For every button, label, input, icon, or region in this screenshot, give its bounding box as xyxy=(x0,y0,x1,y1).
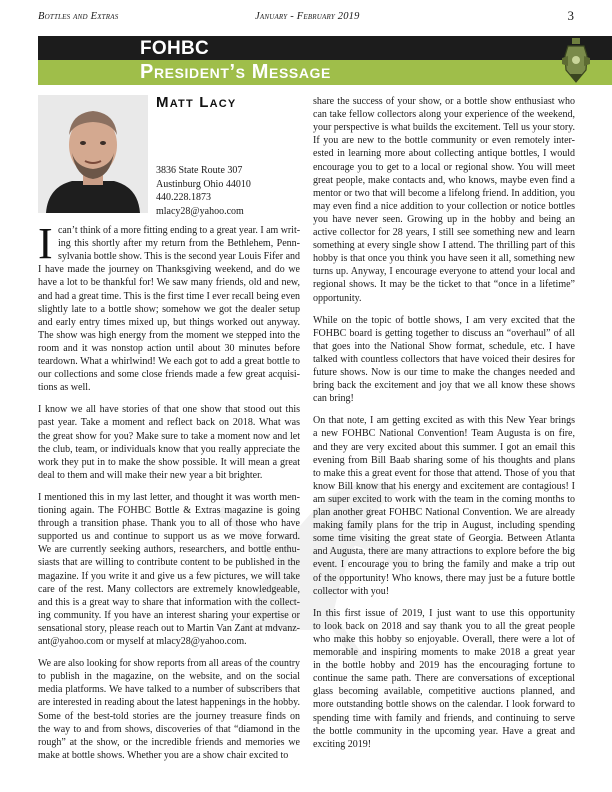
article-line: collector with you! xyxy=(313,585,390,597)
article-line: know Bill know that his energy and excitement are contagious! I xyxy=(313,480,575,492)
article-line: If you are new to the bottle community or even remotely inter- xyxy=(313,135,575,147)
article-line: more outstanding bottle shows on the calendar. I look forward to xyxy=(313,699,575,711)
author-photo xyxy=(38,95,148,213)
article-line: supported us and continue to support us as we move forward. xyxy=(38,531,300,543)
address-line: 3836 State Route 307 xyxy=(156,165,243,176)
article-line: may even find a nice addition to your collection or notice bottles xyxy=(313,200,575,212)
article-line: to make this a great event for those that attend. Those of you that xyxy=(313,467,575,479)
article-line: The show was high energy from the moment we stepped into the xyxy=(38,329,300,341)
article-line: our collections and some close friends made a few great acquisi- xyxy=(38,369,300,381)
article-line: have a lot to be thankful for! We saw many friends, old and new, xyxy=(38,277,300,289)
article-line: evening from Bill Baab sharing some of his thoughts and plans xyxy=(313,454,575,466)
drop-cap: I xyxy=(38,219,53,268)
article-line: are interested in reading about the latest happenings in the hobby. xyxy=(38,697,300,709)
banner-org: FOHBC xyxy=(140,38,210,59)
phone-number: 440.228.1873 xyxy=(156,192,211,203)
author-address xyxy=(156,164,251,218)
article-line: in the bottle hobby and 2019 has the encouraging fortune to xyxy=(313,660,575,672)
article-line: make at bottle shows. Whether you are a show chair excited to xyxy=(38,749,289,761)
article-line: We are also looking for show reports from all areas of the country xyxy=(38,658,300,670)
article-line: glass becoming available, competitive auctions planned, and xyxy=(313,686,575,698)
article-line: I mentioned this in my last letter, and thought it was worth men- xyxy=(38,491,300,503)
article-line: turns up. Anyway, I encourage everyone to attend your local and xyxy=(313,266,575,278)
email-link[interactable]: mlacy28@yahoo.com xyxy=(156,205,244,217)
article-line: can take fellow collectors along your experience of the weekend, xyxy=(313,109,575,121)
article-line: teardown. What a whirlwind! We each got to add a great bottle to xyxy=(38,356,300,367)
article-line: some time visiting the great state of Georgia. Between Atlanta xyxy=(313,533,575,545)
issue-date: January - February 2019 xyxy=(255,11,360,22)
banner-title-bar xyxy=(38,60,612,85)
article-line: sylvania bottle show. This is the second year Louis Fifer and xyxy=(58,251,300,263)
article-line: In this first issue of 2019, I just want to use this opportunity xyxy=(313,607,575,619)
article-line: the bottle community in the upcoming year. Have a great and xyxy=(313,725,575,737)
running-header xyxy=(38,8,574,26)
article-line: siasts that are willing to contribute content to be published in the xyxy=(38,557,300,569)
article-line: and had a great time. This is the first time I ever recall being even xyxy=(38,290,300,302)
page-number: 3 xyxy=(567,8,574,23)
article-line: of the opportunity! Who knows, there may just be a future bottle xyxy=(313,572,575,584)
author-name: Matt Lacy xyxy=(156,94,237,111)
address-line: Austinburg Ohio 44010 xyxy=(156,178,251,190)
article-line: While on the topic of bottle shows, I am very excited that the xyxy=(313,314,575,326)
article-line: media platforms. We have talked to a number of subscribers that xyxy=(38,684,300,696)
article-line: opportunity. xyxy=(313,292,362,304)
article-line: and Augusta, there are many attractions to explore before the big xyxy=(313,546,575,558)
article-line: can’t think of a more fitting ending to a great year. I am writ- xyxy=(58,225,300,236)
article-line: future shows. Now is our time to make the changes needed and xyxy=(313,367,575,378)
article-line: active collector for 28 years, I still see something new and learn xyxy=(313,227,575,238)
article-line: I have made the journey on Thanksgiving weekend, and do we xyxy=(38,264,300,276)
article-line: mentor or two that will become a lifelong friend. In addition, you xyxy=(313,187,575,199)
article-line: We are currently seeking authors, researchers, and bottle enthu- xyxy=(38,544,300,556)
article-line: rough” at the show, or the incredible friends and memories we xyxy=(38,736,300,748)
article-line: can bring! xyxy=(313,393,354,405)
article-line: I know we all have stories of that one show that stood out this xyxy=(38,404,300,416)
article-line: great people, make contacts and, who knows, maybe even find a xyxy=(313,174,575,186)
page-title: President’s Message xyxy=(140,61,331,83)
article-line: encourage you to get to a local or regional show. You will meet xyxy=(313,161,575,173)
article-line: talked with countless collectors that have voiced their desires for xyxy=(313,353,575,365)
article-line: continue the same path. There are conversations of exceptional xyxy=(313,673,575,685)
article-line: ant@yahoo.com or myself at mlacy28@yahoo.com. xyxy=(38,636,247,647)
article-line: tions as well. xyxy=(38,382,91,394)
article-line: hobby is that once you think you have seen it all, something new xyxy=(313,253,575,265)
article-line: a new FOHBC National Convention! Team Augusta is on fire, xyxy=(313,428,575,440)
article-line: and this is a great way to share that information with the collect- xyxy=(38,596,300,608)
publication-title: Bottles and Extras xyxy=(38,11,119,22)
article-line: and early entry times mixed up, but things worked out anyway. xyxy=(38,316,300,328)
article-line: ested in learning more about collecting antique bottles, I would xyxy=(313,148,575,160)
article-line: Some of the best-told stories are the journey treasure finds on xyxy=(38,710,300,722)
article-line: spending time with family and friends, and continuing to serve xyxy=(313,712,575,724)
fohbc-logo-icon xyxy=(554,36,598,86)
article-line: On that note, I am getting excited as with this New Year brings xyxy=(313,415,575,427)
article-line: slightly late to a bottle show; somehow we got the dealer setup xyxy=(38,303,300,315)
article-line: through a transition phase. Thank you to all of those who have xyxy=(38,518,300,530)
article-line: event. I encourage you to bring the family and make a trip out xyxy=(313,559,575,571)
article-line: magazine. If you write it and give us a few pictures, we will take xyxy=(38,570,300,582)
article-line: who make this hobby so enjoyable. Overall, there were a lot of xyxy=(313,633,575,645)
article-line: you have never seen. Growing up in the hobby and being an xyxy=(313,213,575,225)
article-line: work they put in to make the show possible. It will mean a great xyxy=(38,456,300,468)
article-line: making family plans for the trip in August, including spending xyxy=(313,520,575,532)
article-line: sensational story, please reach out to Martin Van Zant at mdvanz- xyxy=(38,622,300,634)
article-line: regional shows. It may be the ticket to that “once in a lifetime” xyxy=(313,279,575,291)
article-line: plan another great FOHBC National Convention. We are already xyxy=(313,507,575,518)
article-line: past year. Take a moment and reflect back on 2018. What was xyxy=(38,417,300,429)
article-line: share the success of your show, or a bottle show enthusiast who xyxy=(313,96,575,107)
article-line: something at every single show I attend. The thrilling part of this xyxy=(313,240,575,252)
banner-org-bar xyxy=(38,36,612,60)
article-line: room and it was nonstop action until about 30 minutes before xyxy=(38,342,300,354)
article-line: ing community. If you have an interest sharing your expertise or xyxy=(38,609,300,621)
article-line: the great show for you? Make sure to take a moment now and let xyxy=(38,430,300,442)
article-line: memorable and inspiring moments to make 2018 a great year xyxy=(313,647,575,658)
article-line: the club, team, or individuals know that you really appreciate the xyxy=(38,443,300,455)
article-line: ing this shortly after my return from the Bethlehem, Penn- xyxy=(58,238,300,250)
article-line: tioning again. The FOHBC Bottle & Extras magazine is going xyxy=(38,505,300,516)
article-line: care of the rest. Many collectors are extremely knowledgeable, xyxy=(38,583,300,595)
article-line: exciting 2019! xyxy=(313,738,372,750)
article-line: your perspective is what builds the excitement. Tell us your story. xyxy=(313,122,575,134)
article-line: the way to and from shows, discoveries of that “diamond in the xyxy=(38,723,300,735)
article-line: to publish in the magazine, on the website, and on the social xyxy=(38,671,300,683)
article-line: that goes into the National Show format, schedule, etc. I have xyxy=(313,340,575,352)
article-line: am super excited to work with the team in the coming months to xyxy=(313,493,575,505)
article-line: bring back the excitement and joy that we all know these shows xyxy=(313,380,575,392)
article-line: deal to them and will make their new year a bit brighter. xyxy=(38,469,263,481)
article-line: to look back on 2018 and say thank you to all the great people xyxy=(313,620,575,632)
article-line: FOHBC board is getting together to discuss an “overhaul” of all xyxy=(313,327,575,339)
article-line: and they are very excited about this summer. I got an email this xyxy=(313,441,575,453)
